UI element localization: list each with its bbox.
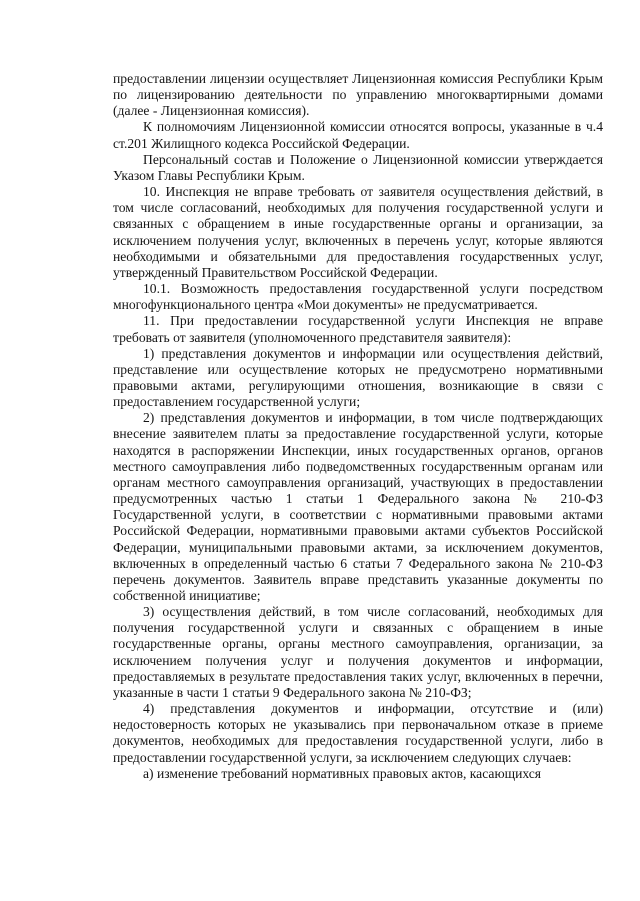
paragraph-subitem-4: 4) представления документов и информации, отсутствие и (или) недостоверность которых не указывались при первоначальном отказе в приеме документов, необходимых для предоставления государственной услуги, либо в предоставлении государственной услуги, за исключением следующих случаев: bbox=[113, 701, 603, 765]
paragraph-subitem-3: 3) осуществления действий, в том числе согласований, необходимых для получения государственной услуги и связанных с обращением в иные государственные органы, органы местного самоуправления, организации, за исключением получения услуг и получения документов и информации, предоставляемых в результате предоставления таких услуг, включенных в перечни, указанные в части 1 статьи 9 Федерального закона № 210-ФЗ; bbox=[113, 604, 603, 700]
document-page bbox=[113, 71, 603, 782]
paragraph-subitem-1: 1) представления документов и информации или осуществления действий, представление или осуществление которых не предусмотрено нормативными правовыми актами, регулирующими отношения, возникающие в связи с предоставлением государственной услуги; bbox=[113, 345, 603, 410]
paragraph-commission-powers: К полномочиям Лицензионной комиссии относятся вопросы, указанные в ч.4 ст.201 Жилищного кодекса Российской Федерации. bbox=[113, 119, 603, 151]
paragraph-item-10-1: 10.1. Возможность предоставления государственной услуги посредством многофункционального центра «Мои документы» не предусматривается. bbox=[113, 281, 603, 313]
paragraph-license-commission: предоставлении лицензии осуществляет Лицензионная комиссия Республики Крым по лицензированию деятельности по управлению многоквартирными домами (далее - Лицензионная комиссия). bbox=[113, 71, 603, 119]
paragraph-commission-composition: Персональный состав и Положение о Лицензионной комиссии утверждается Указом Главы Республики Крым. bbox=[113, 151, 603, 183]
paragraph-subitem-2: 2) представления документов и информации, в том числе подтверждающих внесение заявителем платы за предоставление государственной услуги, которые находятся в распоряжении Инспекции, иных государственных органов, органов местного самоуправления либо подведомственных государственным органам или органам местного самоуправления организаций, участвующих в предоставлении предусмотренных частью 1 статьи 1 Федерального закона № 210-ФЗ Государственной услуги, в соответствии с нормативными правовыми актами Российской Федерации, нормативными правовыми актами субъектов Российской Федерации, муниципальными правовыми актами, за исключением документов, включенных в определенный частью 6 статьи 7 Федерального закона № 210-ФЗ перечень документов. Заявитель вправе представить указанные документы по собственной инициативе; bbox=[113, 410, 603, 603]
paragraph-item-10: 10. Инспекция не вправе требовать от заявителя осуществления действий, в том числе согласований, необходимых для получения государственной услуги и связанных с обращением в иные государственные органы и организации, за исключением получения услуг, включенных в перечень услуг, которые являются необходимыми и обязательными для предоставления государственных услуг, утвержденный Правительством Российской Федерации. bbox=[113, 184, 603, 280]
paragraph-subitem-a: а) изменение требований нормативных правовых актов, касающихся bbox=[143, 765, 542, 781]
paragraph-item-11: 11. При предоставлении государственной услуги Инспекция не вправе требовать от заявителя (уполномоченного представителя заявителя): bbox=[113, 313, 603, 345]
